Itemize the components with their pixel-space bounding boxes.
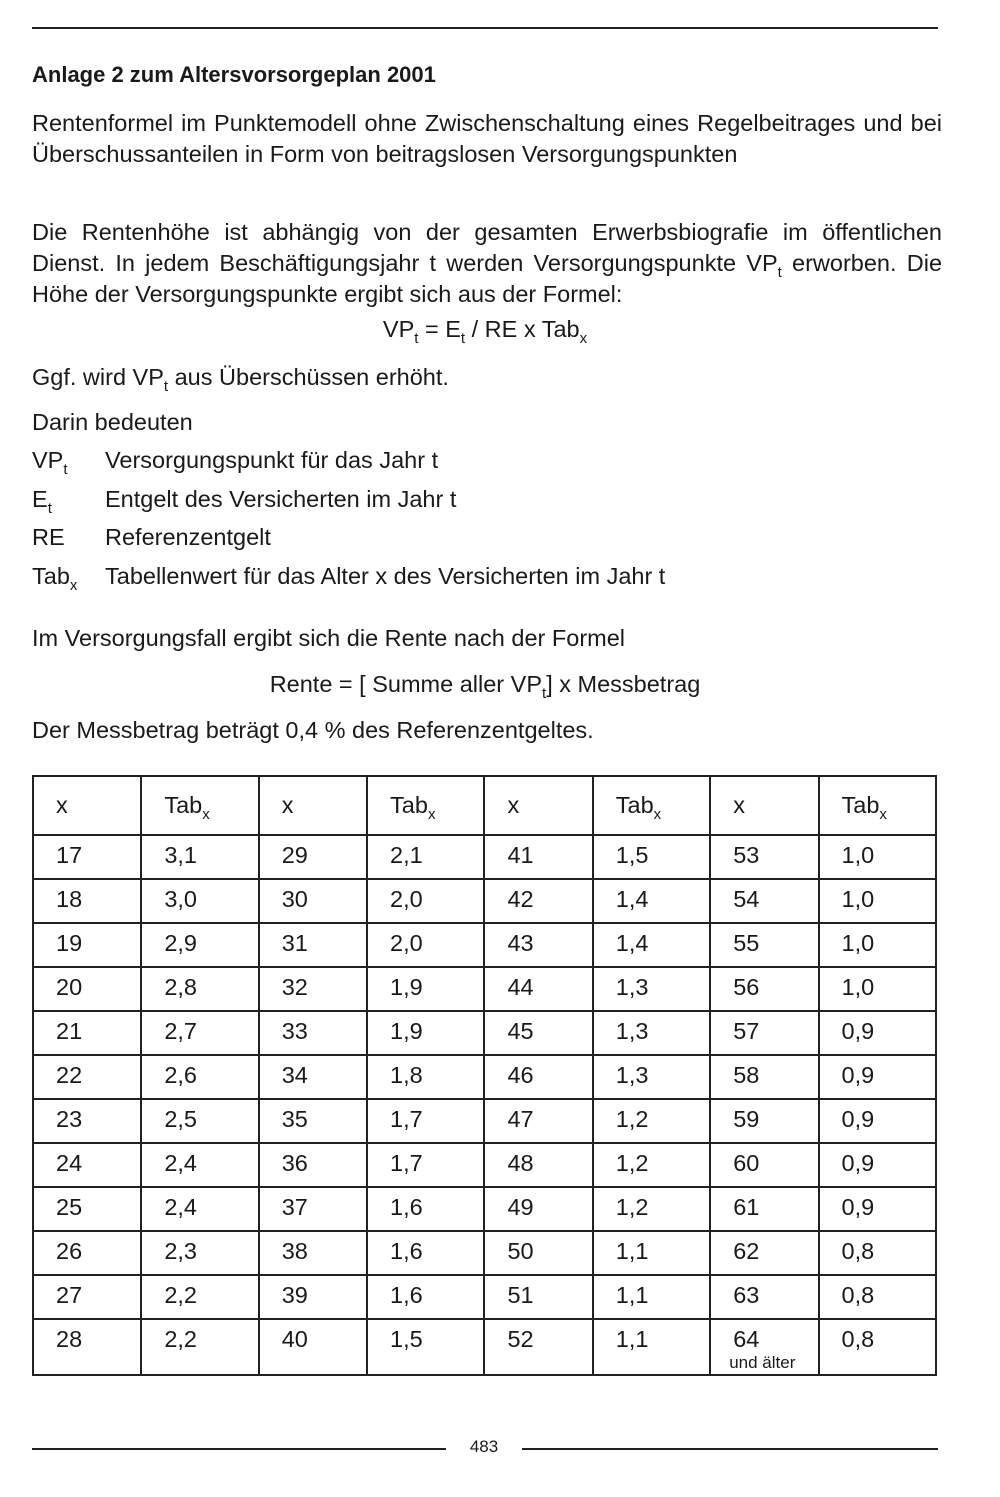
- cell-tab-value: 2,7: [141, 1011, 258, 1055]
- header-tab: Tab$_x$: [141, 776, 258, 835]
- cell-tab-value: 2,1: [367, 835, 484, 879]
- cell-age: 45: [484, 1011, 592, 1055]
- definition-text: Tabellenwert für das Alter x des Versicherten im Jahr t: [105, 562, 666, 589]
- cell-age: 41: [484, 835, 592, 879]
- cell-age: 29: [259, 835, 367, 879]
- cell-tab-value: 1,4: [593, 923, 710, 967]
- cell-age: 60: [710, 1143, 818, 1187]
- header-tab: Tab$_x$: [819, 776, 936, 835]
- table-row: [33, 879, 936, 923]
- cell-tab-value: 1,1: [593, 1275, 710, 1319]
- note-a-sub: t: [163, 378, 169, 395]
- table-row: [33, 1275, 936, 1319]
- table-row: [33, 1231, 936, 1275]
- note-b: aus Überschüssen erhöht.: [168, 364, 449, 390]
- cell-tab-value: 2,2: [141, 1275, 258, 1319]
- cell-age: 30: [259, 879, 367, 923]
- cell-age: 27: [33, 1275, 141, 1319]
- cell-tab-value: 1,1: [593, 1231, 710, 1275]
- cell-age: 35: [259, 1099, 367, 1143]
- cell-age: 21: [33, 1011, 141, 1055]
- table-row: [33, 1055, 936, 1099]
- formula-vp-b: = E: [418, 316, 461, 342]
- formula-vp-c: / RE x Tab: [465, 316, 580, 342]
- table-row: [33, 1319, 936, 1375]
- table-row: [33, 967, 936, 1011]
- cell-tab-value: 1,5: [367, 1319, 484, 1375]
- cell-tab-value: 3,1: [141, 835, 258, 879]
- cell-tab-value: 2,5: [141, 1099, 258, 1143]
- cell-tab-value: 1,4: [593, 879, 710, 923]
- table-row: [33, 835, 936, 879]
- table-row: [33, 1143, 936, 1187]
- definitions-list: [32, 447, 938, 601]
- cell-age: 38: [259, 1231, 367, 1275]
- cell-age: 26: [33, 1231, 141, 1275]
- table-row: [33, 923, 936, 967]
- cell-tab-value: 1,5: [593, 835, 710, 879]
- cell-tab-value: 2,4: [141, 1187, 258, 1231]
- definition-text: Versorgungspunkt für das Jahr t: [105, 447, 439, 473]
- cell-tab-value: 1,2: [593, 1143, 710, 1187]
- cell-age: 48: [484, 1143, 592, 1187]
- cell-age: 52: [484, 1319, 592, 1375]
- cell-tab-value: 2,3: [141, 1231, 258, 1275]
- formula-rente-a-sub: t: [542, 685, 547, 702]
- cell-age: 19: [33, 923, 141, 967]
- cell-age: 39: [259, 1275, 367, 1319]
- footer-rule-left: [32, 1448, 446, 1450]
- cell-age: 47: [484, 1099, 592, 1143]
- cell-age: 53: [710, 835, 818, 879]
- cell-tab-value: 1,3: [593, 967, 710, 1011]
- cell-age: 49: [484, 1187, 592, 1231]
- definition-text: Entgelt des Versicherten im Jahr t: [105, 485, 457, 512]
- cell-tab-value: 2,9: [141, 923, 258, 967]
- cell-tab-value: 1,3: [593, 1055, 710, 1099]
- page-number: 483: [469, 1437, 499, 1456]
- page-title: Anlage 2 zum Altersvorsorgeplan 2001: [32, 62, 436, 87]
- header-x: x: [259, 776, 367, 835]
- cell-tab-value: 1,7: [367, 1099, 484, 1143]
- definition-term: $E_t$: [32, 485, 52, 517]
- cell-tab-value: 1,8: [367, 1055, 484, 1099]
- cell-age: 17: [33, 835, 141, 879]
- cell-tab-value: 1,2: [593, 1187, 710, 1231]
- cell-age: 44: [484, 967, 592, 1011]
- cell-tab-value: 1,0: [819, 835, 936, 879]
- cell-tab-value: 2,4: [141, 1143, 258, 1187]
- cell-age: 64 und älter: [710, 1319, 818, 1375]
- cell-age: 51: [484, 1275, 592, 1319]
- header-tab: Tab$_x$: [367, 776, 484, 835]
- cell-tab-value: 0,9: [819, 1187, 936, 1231]
- header-tab: Tab$_x$: [593, 776, 710, 835]
- note-a: Ggf. wird VP: [32, 364, 164, 390]
- cell-tab-value: 1,1: [593, 1319, 710, 1375]
- cell-age: 36: [259, 1143, 367, 1187]
- cell-age: 58: [710, 1055, 818, 1099]
- header-x: x: [33, 776, 141, 835]
- cell-age: 28: [33, 1319, 141, 1375]
- cell-tab-value: 0,8: [819, 1319, 936, 1375]
- cell-age: 59: [710, 1099, 818, 1143]
- cell-tab-value: 0,9: [819, 1099, 936, 1143]
- formula-vp-a-sub: t: [414, 330, 419, 347]
- cell-tab-value: 1,2: [593, 1099, 710, 1143]
- cell-age: 61: [710, 1187, 818, 1231]
- cell-tab-value: 1,6: [367, 1275, 484, 1319]
- cell-age: 56: [710, 967, 818, 1011]
- cell-tab-value: 0,9: [819, 1143, 936, 1187]
- cell-age: 34: [259, 1055, 367, 1099]
- table-row: [33, 1099, 936, 1143]
- cell-tab-value: 1,6: [367, 1187, 484, 1231]
- cell-tab-value: 1,0: [819, 879, 936, 923]
- cell-tab-value: 2,0: [367, 879, 484, 923]
- paragraph-erwerbsbiografie: [32, 217, 942, 310]
- cell-age: 42: [484, 879, 592, 923]
- cell-age: 18: [33, 879, 141, 923]
- cell-tab-value: 3,0: [141, 879, 258, 923]
- formula-rente-a: Rente = [ Summe aller VP: [269, 671, 543, 697]
- cell-age: 43: [484, 923, 592, 967]
- cell-age: 22: [33, 1055, 141, 1099]
- para1-end: erworben. Die Höhe der Versorgungspunkte ergibt sich aus der Formel:: [32, 250, 943, 307]
- cell-age: 46: [484, 1055, 592, 1099]
- table-body: [33, 835, 936, 1375]
- cell-tab-value: 0,9: [819, 1055, 936, 1099]
- cell-age: 33: [259, 1011, 367, 1055]
- cell-age: 54: [710, 879, 818, 923]
- tab-table: [32, 775, 937, 1376]
- cell-age: 57: [710, 1011, 818, 1055]
- cell-tab-value: 1,9: [367, 967, 484, 1011]
- definition-text: Referenzentgelt: [105, 524, 271, 550]
- definition-row: [32, 524, 938, 563]
- formula-vp-a: VP: [382, 316, 415, 342]
- definition-term: Tab$_x$: [32, 562, 78, 594]
- cell-age: 23: [33, 1099, 141, 1143]
- formula-vp-c-sub: x: [579, 330, 588, 347]
- cell-tab-value: 2,8: [141, 967, 258, 1011]
- cell-tab-value: 2,6: [141, 1055, 258, 1099]
- table-row: [33, 1187, 936, 1231]
- cell-age: 32: [259, 967, 367, 1011]
- cell-tab-value: 1,6: [367, 1231, 484, 1275]
- intro-paragraph: Rentenformel im Punktemodell ohne Zwischenschaltung eines Regelbeitrages und bei Überschussanteilen in Form von beitragslosen Versorgungspunkten: [32, 110, 942, 167]
- cell-tab-value: 1,0: [819, 967, 936, 1011]
- cell-tab-value: 1,9: [367, 1011, 484, 1055]
- table-header-row: [33, 776, 936, 835]
- cell-age: 40: [259, 1319, 367, 1375]
- cell-tab-value: 2,2: [141, 1319, 258, 1375]
- cell-age: 55: [710, 923, 818, 967]
- rente-intro: Im Versorgungsfall ergibt sich die Rente nach der Formel: [32, 625, 626, 651]
- cell-tab-value: 0,8: [819, 1231, 936, 1275]
- definition-row: [32, 447, 938, 486]
- top-rule: [32, 27, 938, 29]
- cell-age: 31: [259, 923, 367, 967]
- cell-age: 20: [33, 967, 141, 1011]
- age-suffix: und älter: [729, 1353, 796, 1372]
- cell-tab-value: 1,0: [819, 923, 936, 967]
- formula-vp: [32, 316, 938, 347]
- messbetrag-note: Der Messbetrag beträgt 0,4 % des Referenzentgeltes.: [32, 717, 594, 743]
- cell-age: 25: [33, 1187, 141, 1231]
- note-ueberschuesse: [32, 364, 449, 395]
- cell-age: 50: [484, 1231, 592, 1275]
- cell-age: 37: [259, 1187, 367, 1231]
- cell-tab-value: 1,7: [367, 1143, 484, 1187]
- header-x: x: [710, 776, 818, 835]
- cell-tab-value: 0,8: [819, 1275, 936, 1319]
- formula-rente: [32, 671, 938, 702]
- cell-age: 62: [710, 1231, 818, 1275]
- cell-tab-value: 2,0: [367, 923, 484, 967]
- para1-text: Die Rentenhöhe ist abhängig von der gesamten Erwerbsbiografie im öffentlichen Dienst. In jedem Beschäftigungsjahr t werden Versorgungspunkte VP: [32, 219, 942, 276]
- definition-row: [32, 563, 938, 602]
- para1-sub: t: [777, 264, 782, 281]
- formula-vp-b-sub: t: [460, 330, 466, 347]
- formula-rente-b: ] x Messbetrag: [546, 671, 701, 697]
- cell-age: 24: [33, 1143, 141, 1187]
- header-x: x: [484, 776, 592, 835]
- table-row: [33, 1011, 936, 1055]
- definitions-intro: Darin bedeuten: [32, 409, 193, 435]
- footer-rule-right: [522, 1448, 938, 1450]
- definition-row: [32, 486, 938, 525]
- cell-tab-value: 0,9: [819, 1011, 936, 1055]
- cell-tab-value: 1,3: [593, 1011, 710, 1055]
- definition-term: $VP_t$: [32, 447, 68, 478]
- cell-age: 63: [710, 1275, 818, 1319]
- definition-term: RE: [32, 524, 65, 550]
